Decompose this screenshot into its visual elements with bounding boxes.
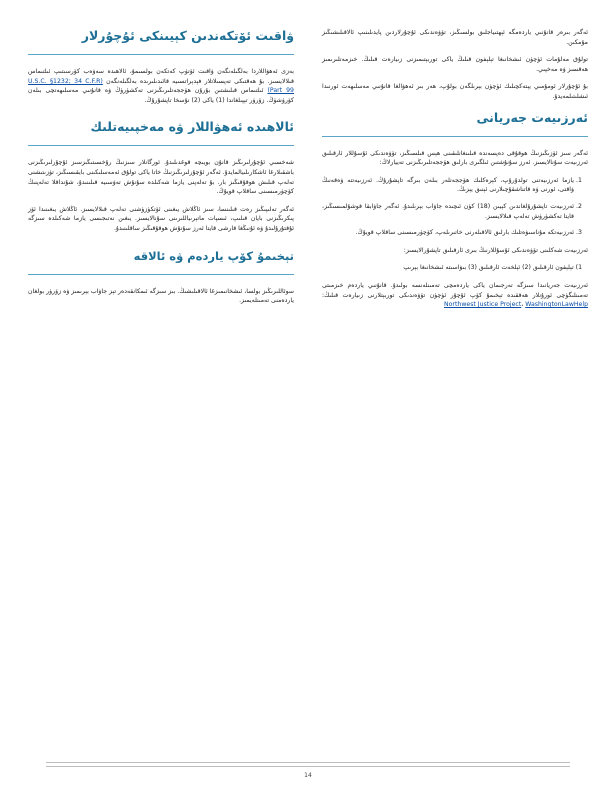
page-number: 14 [304, 772, 312, 779]
deadline-text: بەزى ئەھۋاللاردا بەلگىلەنگەن ۋاقىت ئۆتۈپ كەتكەن بولسىمۇ، ئالاھىدە سەۋەب كۆرسىتىپ ئىلتىماس قىلالايسىز. بۇ ھەقتىكى تەپسىلاتلار فېدېراتسىيە قائىدىلىرىدە بەلگىلەنگەن [28, 68, 295, 85]
methods-line: 1) تېلېفون ئارقىلىق (2) ئېلخەت ئارقىلىق (3) بىۋاسىتە ئىشخانىغا بېرىپ [403, 264, 582, 272]
section-heading-complaint: ئەرزىيەت جەريانى [476, 109, 588, 125]
intro-paragraph: بۇ ئۇچۇرلار ئومۇمىي يېتەكچىلىك ئۈچۈن بېرىلگەن بولۇپ، ھەر بىر ئەھۋالغا قانۇنىي مەسلىھەت ئورنىدا ئىشلىتىلمەيدۇ. [322, 83, 588, 100]
section-heading-privacy: ئالاھىدە ئەھۋاللار ۋە مەخپىيەتلىك [90, 119, 294, 135]
footer-divider [46, 762, 570, 763]
section-heading-help: تېخىمۇ كۆپ ياردەم ۋە ئالاقە [133, 248, 294, 263]
heading-divider [28, 54, 294, 55]
footer-divider [46, 766, 570, 767]
heading-divider [322, 136, 588, 137]
heading-divider [28, 145, 294, 146]
steps-list [322, 176, 588, 238]
left-column [28, 28, 294, 314]
privacy-paragraph: ئەگەر تەلىپىڭىز رەت قىلىنسا، سىز ئاڭلاش يىغىنى ئۆتكۈزۈشنى تەلەپ قىلالايسىز. ئاڭلاش يىغىنىدا ئۆز پىكرىڭىزنى بايان قىلىپ، ئىسپات ماتېرىياللىرىنى سۇنالايسىز. يىغىن نەتىجىسى يازما شەكىلدە سىزگە ئۇقتۇرۇلىدۇ ۋە ئۇنىڭغا قارشى قايتا ئەرز سۇنۇش ھوقۇقىڭىز ساقلىنىدۇ. [28, 205, 294, 232]
right-column [322, 28, 588, 318]
final-paragraph: ئەرزىيەت جەريانىدا سىزگە تەرجىمان ياكى ياردەمچى تەمىنلەنسە بولىدۇ. قانۇنىي ياردەم خىزمىتى تەمىنلىگۈچى ئورۇنلار ھەققىدە تېخىمۇ كۆپ ئۇچۇر ئۈچۈن تۆۋەندىكى توربېتلارنى زىيارەت قىلىڭ: Northwest Justice Project، WashingtonLawHelp [322, 281, 588, 309]
help-paragraph: سوئاللىرىڭىز بولسا، ئىشخانىمىزغا ئالاقىلىشىڭ. بىز سىزگە ئىمكانقەدەر تېز جاۋاب بېرىمىز ۋە زۆرۈر بولغان ياردەمنى تەمىنلەيمىز. [27, 287, 294, 305]
contact-paragraph: ئەرزىيەت شەكلىنى تۆۋەندىكى ئۇسۇللارنىڭ بىرى ئارقىلىق تاپشۇرالايسىز: [403, 246, 588, 254]
privacy-paragraph: شەخسىي ئۇچۇرلىرىڭىز قانۇن بويىچە قوغدىلىدۇ. ئورگانلار سىزنىڭ رۇخسىتىڭىزسىز ئۇچۇرلىرىڭىزنى باشقىلارغا ئاشكارىلىيالمايدۇ. ئەگەر ئۇچۇرلىرىڭىزنىڭ خاتا ياكى تولۇق ئەمەسلىكىنى بايقىسىڭىز، تۈزىتىشنى تەلەپ قىلىش ھوقۇقىڭىز بار. بۇ تەلەپنى يازما شەكىلدە سۇنۇش تەۋسىيە قىلىنىدۇ، شۇنداقلا تەلەپنىڭ كۆچۈرمىسىنى ساقلاپ قويۇڭ. [28, 159, 294, 196]
deadline-paragraph [28, 67, 294, 105]
list-item: 2. ئەرزىيەت تاپشۇرۇلغاندىن كېيىن (18) كۈن ئىچىدە جاۋاب بېرىلىدۇ. ئەگەر جاۋابقا قوشۇلمىسىڭىز، قايتا تەكشۈرۈش تەلەپ قىلالايسىز. [322, 202, 574, 221]
list-item: 1. يازما ئەرزىيەتنى تولدۇرۇپ، كېرەكلىك ھۆججەتلەر بىلەن بىرگە تاپشۇرۇڭ. ئەرزىيەتتە ۋەقەنىڭ ۋاقتى، ئورنى ۋە قاتناشقۇچىلارنى ئېنىق يېزىڭ. [322, 176, 574, 195]
intro-paragraph: تولۇق مەلۇمات ئۈچۈن ئىشخانىغا تېلېفون قىلىڭ ياكى توربېتىمىزنى زىيارەت قىلىڭ. خىزمەتلىرىمىز ھەقسىز ۋە مەخپىي. [322, 56, 588, 73]
northwest-justice-link[interactable]: Northwest Justice Project [444, 301, 522, 309]
citation-link[interactable]: (U.S.C. §1232; 34 C.F.R Part 99) [28, 77, 294, 95]
complaint-paragraph: ئەگەر سىز ئۆزىڭىزنىڭ ھوقۇقى دەپسەندە قىلىنغانلىقىنى ھېس قىلسىڭىز، تۆۋەندىكى ئۇسۇللار ئارقىلىق ئەرزىيەت سۇنالايسىز. ئەرز سۇنۇشتىن ئىلگىرى بارلىق ھۆججەتلىرىڭىزنى تەييارلاڭ: [322, 149, 588, 167]
heading-divider [28, 274, 294, 275]
list-item: 3. ئەرزىيەتكە مۇناسىۋەتلىك بارلىق ئالاقىلەرنى خاتىرىلەپ، كۆچۈرمىسىنى ساقلاپ قويۇڭ. [322, 228, 574, 238]
intro-paragraph: ئەگەر بىرەر قانۇنىي ياردەمگە ئېھتىياجلىق بولسىڭىز، تۆۋەندىكى ئۇچۇرلاردىن پايدىلىنىپ ئالاقىلىشىڭىز مۇمكىن. [322, 29, 588, 46]
washington-law-help-link[interactable]: WashingtonLawHelp [525, 301, 588, 309]
final-paragraph-text: ئەرزىيەت جەريانىدا سىزگە تەرجىمان ياكى ياردەمچى تەمىنلەنسە بولىدۇ. قانۇنىي ياردەم خىزمىتى تەمىنلىگۈچى ئورۇنلار ھەققىدە تېخىمۇ كۆپ ئۇچۇر ئۈچۈن تۆۋەندىكى توربېتلارنى زىيارەت قىلىڭ: [322, 281, 588, 299]
section-heading-deadline: ۋاقىت ئۆتكەندىن كېيىنكى ئۇچۇرلار [81, 28, 294, 43]
deadline-text-end: ئىلتىماس قىلىشتىن بۇرۇن ھۆججەتلىرىڭىزنى تەكشۈرۈڭ ۋە قانۇنىي مەسلىھەتچى بىلەن كۆرۈشۈڭ. زۆرۈر تېپىلغاندا (1) ياكى (2) نۇسخا تاپشۇرۇڭ. [28, 87, 294, 104]
